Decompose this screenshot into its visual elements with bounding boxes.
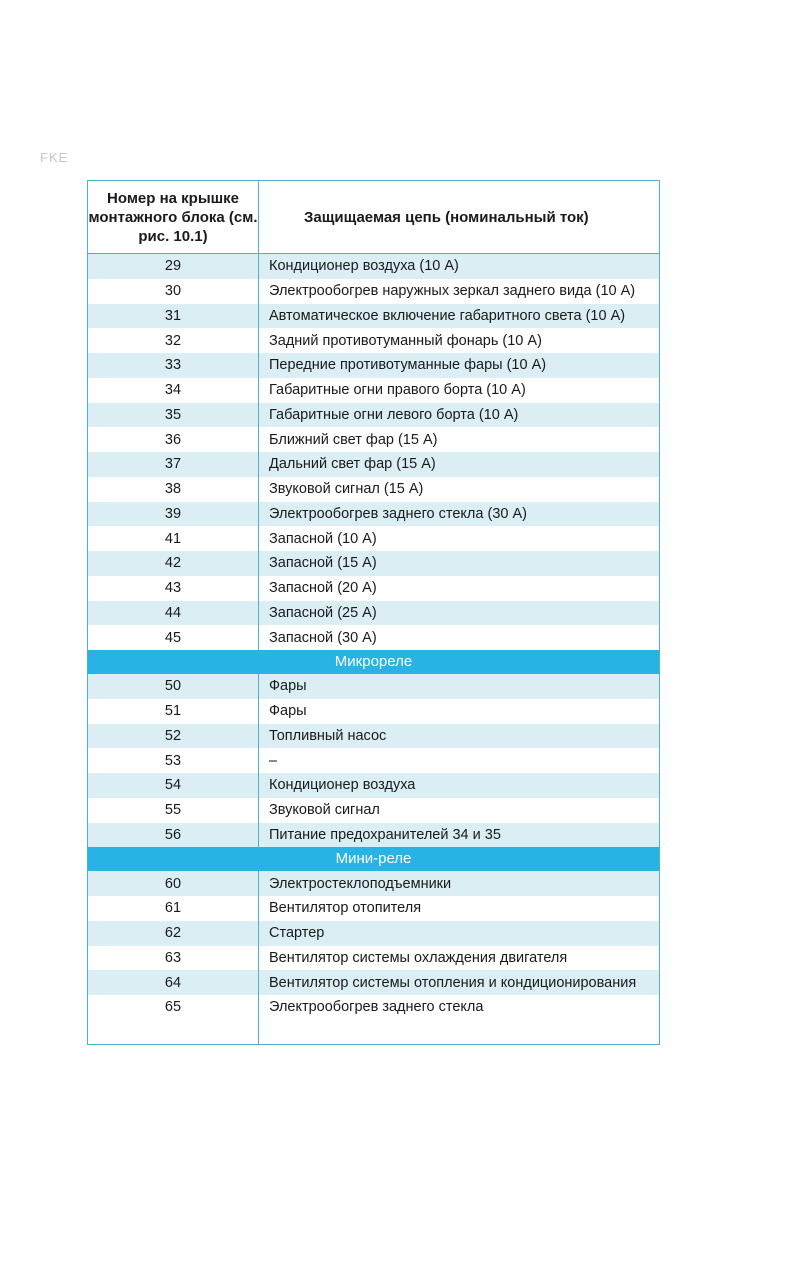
circuit-cell: Габаритные огни левого борта (10 А) [259,403,660,428]
fuse-number-cell: 37 [88,452,259,477]
circuit-cell: Звуковой сигнал (15 А) [259,477,660,502]
table-end-spacer [88,1020,660,1045]
circuit-cell: Кондиционер воздуха [259,773,660,798]
circuit-cell: Запасной (25 А) [259,601,660,626]
circuit-cell: Электрообогрев заднего стекла [259,995,660,1020]
fuse-number-cell: 30 [88,279,259,304]
table-row [88,328,660,353]
table-row [88,871,660,896]
table-row [88,279,660,304]
fuse-number-cell: 60 [88,871,259,896]
fuse-number-cell: 31 [88,304,259,329]
table-row [88,946,660,971]
circuit-cell: Электрообогрев наружных зеркал заднего вида (10 А) [259,279,660,304]
circuit-cell: Звуковой сигнал [259,798,660,823]
fuse-number-cell: 62 [88,921,259,946]
fuse-number-cell: 29 [88,254,259,279]
circuit-cell: Фары [259,674,660,699]
table-row [88,304,660,329]
circuit-cell: Запасной (20 А) [259,576,660,601]
table-row [88,748,660,773]
table-row [88,254,660,279]
fuse-number-cell: 63 [88,946,259,971]
table-row [88,477,660,502]
fuse-number-cell: 55 [88,798,259,823]
table-row [88,502,660,527]
table-row [88,699,660,724]
table-row [88,970,660,995]
fuse-number-cell: 35 [88,403,259,428]
fuse-number-cell: 45 [88,625,259,650]
circuit-cell: Передние противотуманные фары (10 А) [259,353,660,378]
circuit-cell: – [259,748,660,773]
fuse-number-cell: 64 [88,970,259,995]
fuse-number-cell: 34 [88,378,259,403]
table-row [88,921,660,946]
table-row [88,896,660,921]
table-row [88,625,660,650]
table-row [88,378,660,403]
fuse-number-cell: 44 [88,601,259,626]
table-row [88,724,660,749]
fuse-number-cell: 43 [88,576,259,601]
fuse-number-cell: 65 [88,995,259,1020]
spacer-cell [259,1020,660,1045]
fuse-number-cell: 54 [88,773,259,798]
header-circuit: Защищаемая цепь (номинальный ток) [259,181,660,254]
table-row [88,353,660,378]
table-header-row [88,181,660,254]
table-row [88,674,660,699]
circuit-cell: Запасной (10 А) [259,526,660,551]
table-row [88,452,660,477]
circuit-cell: Ближний свет фар (15 А) [259,427,660,452]
section-title: Микрореле [88,650,660,674]
fuse-number-cell: 51 [88,699,259,724]
circuit-cell: Вентилятор системы охлаждения двигателя [259,946,660,971]
fuse-number-cell: 56 [88,823,259,848]
circuit-cell: Запасной (15 А) [259,551,660,576]
table-row [88,551,660,576]
circuit-cell: Запасной (30 А) [259,625,660,650]
fuse-number-cell: 33 [88,353,259,378]
table-row [88,773,660,798]
table-row [88,823,660,848]
circuit-cell: Топливный насос [259,724,660,749]
fuse-number-cell: 39 [88,502,259,527]
faded-page-header: FKE [40,150,69,165]
circuit-cell: Питание предохранителей 34 и 35 [259,823,660,848]
fuse-number-cell: 38 [88,477,259,502]
circuit-cell: Электрообогрев заднего стекла (30 А) [259,502,660,527]
fuse-number-cell: 32 [88,328,259,353]
circuit-cell: Стартер [259,921,660,946]
table-row [88,601,660,626]
circuit-cell: Габаритные огни правого борта (10 А) [259,378,660,403]
circuit-cell: Фары [259,699,660,724]
fuse-number-cell: 61 [88,896,259,921]
circuit-cell: Вентилятор системы отопления и кондиционирования [259,970,660,995]
table-row [88,427,660,452]
circuit-cell: Кондиционер воздуха (10 А) [259,254,660,279]
fuse-number-cell: 36 [88,427,259,452]
circuit-cell: Электростеклоподъемники [259,871,660,896]
section-title: Мини-реле [88,847,660,871]
circuit-cell: Вентилятор отопителя [259,896,660,921]
table-row [88,576,660,601]
fuse-number-cell: 50 [88,674,259,699]
fuse-table [87,180,660,1045]
table-body [88,254,660,1045]
circuit-cell: Дальний свет фар (15 А) [259,452,660,477]
table-row [88,995,660,1020]
header-number: Номер на крышке монтажного блока (см. рис. 10.1) [88,181,259,254]
fuse-number-cell: 42 [88,551,259,576]
fuse-number-cell: 52 [88,724,259,749]
circuit-cell: Автоматическое включение габаритного света (10 А) [259,304,660,329]
section-header-row [88,650,660,674]
section-header-row [88,847,660,871]
table-row [88,798,660,823]
spacer-cell [88,1020,259,1045]
fuse-number-cell: 53 [88,748,259,773]
table-row [88,403,660,428]
circuit-cell: Задний противотуманный фонарь (10 А) [259,328,660,353]
table-row [88,526,660,551]
fuse-number-cell: 41 [88,526,259,551]
